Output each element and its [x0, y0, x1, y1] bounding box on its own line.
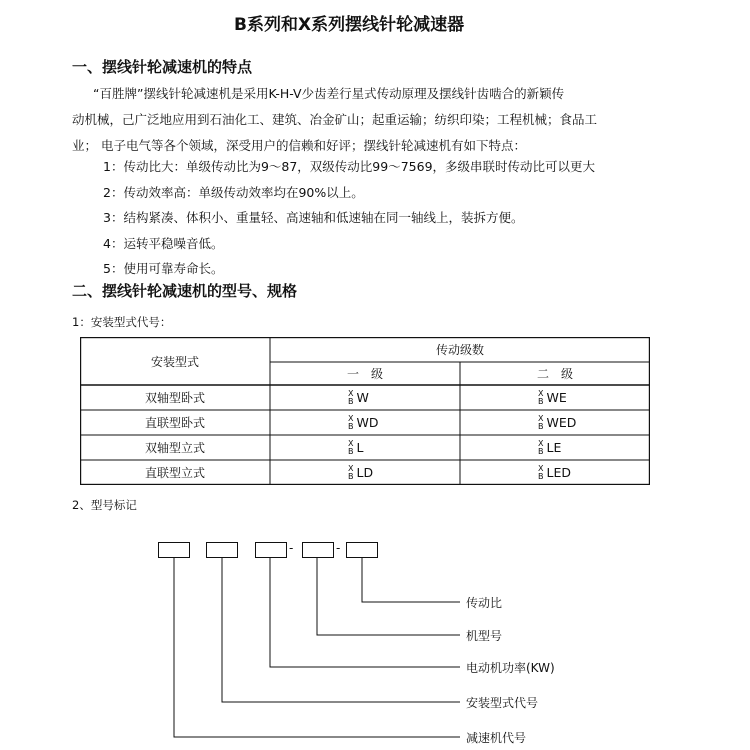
xb-marker: X B	[348, 438, 354, 456]
feature-4: 4：运转平稳噪音低。	[103, 236, 224, 251]
dash-1: -	[289, 541, 294, 555]
box-frame-no	[303, 543, 334, 558]
box-motor-power	[256, 543, 287, 558]
mount-code-table	[80, 337, 650, 485]
label-frame-no: 机型号	[466, 629, 503, 643]
label-motor-power: 电动机功率(KW)	[466, 661, 555, 675]
feature-1: 1：传动比大：单级传动比为9～87，双级传动比99～7569，多级串联时传动比可以更大	[103, 159, 596, 174]
leader-ratio	[362, 558, 460, 602]
header-stage-two: 二 级	[536, 367, 573, 381]
header-stage-one: 一 级	[346, 367, 383, 381]
leader-motor-power	[270, 558, 460, 667]
intro-line-3: 业； 电子电气等各个领域，深受用户的信赖和好评；摆线针轮减速机有如下特点：	[72, 138, 526, 153]
header-stages: 传动级数	[435, 343, 484, 357]
xb-marker: X B	[538, 413, 544, 431]
dash-2: -	[336, 541, 341, 555]
label-reducer-code: 减速机代号	[466, 731, 527, 745]
table-row-2-two: X B WED	[538, 413, 577, 431]
xb-marker: X B	[348, 388, 354, 406]
table-row-3-mount: 双轴型立式	[144, 441, 205, 455]
intro-line-1: “百胜牌”摆线针轮减速机是采用K-H-V少齿差行星式传动原理及摆线针齿啮合的新颖传	[93, 86, 565, 101]
intro-line-2: 动机械，己广泛地应用到石油化工、建筑、冶金矿山；起重运输；纺织印染；工程机械；食品工	[72, 112, 598, 127]
table-row-2-mount: 直联型卧式	[144, 416, 205, 430]
xb-marker: X B	[538, 388, 544, 406]
table-row-4-two: X B LED	[538, 463, 571, 481]
leader-reducer-code	[174, 558, 460, 737]
label-ratio: 传动比	[466, 596, 503, 610]
box-ratio	[347, 543, 378, 558]
section2-heading: 二、摆线针轮减速机的型号、规格	[72, 282, 298, 300]
mount-code-subheading: 1：安装型式代号：	[72, 315, 172, 329]
table-row-1-mount: 双轴型卧式	[144, 391, 205, 405]
xb-marker: X B	[538, 438, 544, 456]
table-row-1-one: X B W	[348, 388, 369, 406]
feature-5: 5：使用可靠寿命长。	[103, 261, 224, 276]
page-title: B系列和X系列摆线针轮减速器	[234, 15, 465, 35]
table-row-1-two: X B WE	[538, 388, 567, 406]
table-row-4-one: X B LD	[348, 463, 374, 481]
box-reducer-code	[159, 543, 190, 558]
table-row-4-mount: 直联型立式	[144, 466, 205, 480]
feature-3: 3：结构紧凑、体积小、重量轻、高速轴和低速轴在同一轴线上，装拆方便。	[103, 210, 524, 225]
box-mount-code	[207, 543, 238, 558]
leader-mount-code	[222, 558, 460, 702]
table-row-3-one: X B L	[348, 438, 364, 456]
xb-marker: X B	[348, 413, 354, 431]
section1-heading: 一、摆线针轮减速机的特点	[72, 58, 253, 76]
table-row-3-two: X B LE	[538, 438, 562, 456]
model-marking-subheading: 2、型号标记	[72, 498, 137, 512]
header-mount-type: 安装型式	[150, 354, 199, 369]
xb-marker: X B	[348, 463, 354, 481]
table-row-2-one: X B WD	[348, 413, 379, 431]
feature-2: 2：传动效率高：单级传动效率均在90%以上。	[103, 185, 364, 200]
label-mount-code: 安装型式代号	[466, 696, 539, 710]
xb-marker: X B	[538, 463, 544, 481]
leader-frame-no	[317, 558, 460, 635]
